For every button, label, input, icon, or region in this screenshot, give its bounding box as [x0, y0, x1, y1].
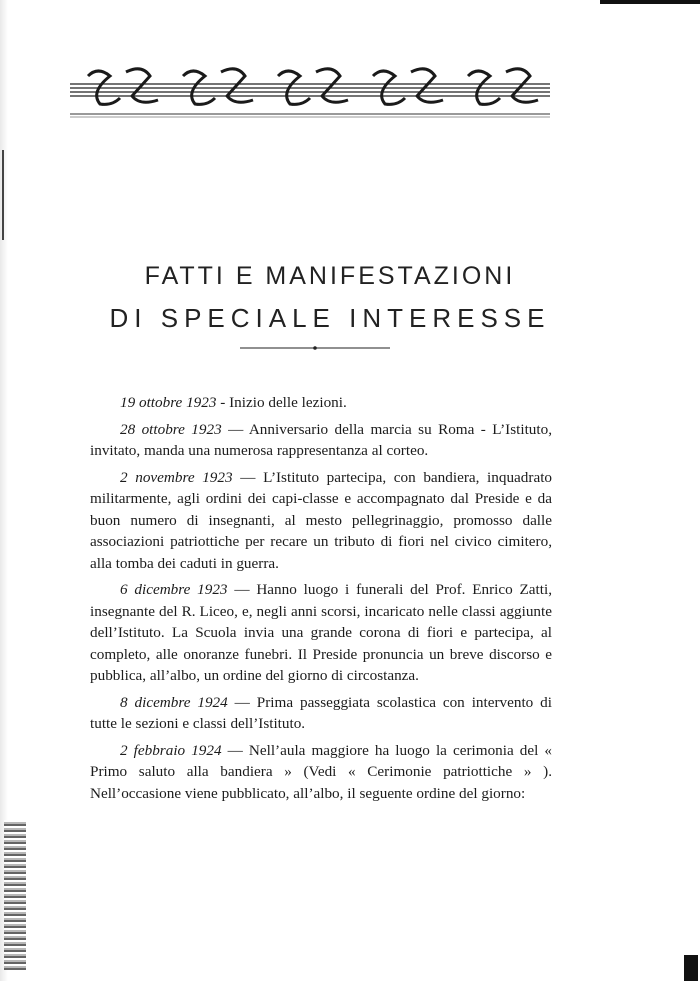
entry-text: Prima passeggiata scolastica con intervento di tutte le sezioni e classi dell’Istituto. — [90, 693, 552, 732]
entry-separator: — — [232, 468, 264, 486]
entry-date: 28 ottobre 1923 — [120, 420, 222, 438]
entry-text: Inizio delle lezioni. — [229, 394, 347, 411]
scan-edge-mark — [684, 955, 698, 981]
scan-edge-mark — [2, 150, 4, 240]
list-item — [90, 392, 552, 414]
entry-text: Nell’aula maggiore ha luogo la cerimonia del « Primo saluto alla bandiera » (Vedi « Cerimonie patriottiche » ). Nell’occasione viene pubblicato, all’albo, il seguente ordine del giorno: — [90, 741, 552, 802]
entry-date: 2 novembre 1923 — [120, 468, 233, 486]
list-item — [90, 579, 552, 687]
entry-separator: - — [216, 394, 230, 411]
list-item — [90, 692, 552, 735]
entry-text: Anniversario della marcia su Roma - L’Istituto, invitato, manda una numerosa rappresentanza al corteo. — [90, 420, 552, 459]
entry-date: 8 dicembre 1924 — [120, 693, 228, 711]
page-title-line-1: FATTI E MANIFESTAZIONI — [144, 262, 516, 290]
entry-separator: — — [227, 581, 257, 598]
entry-date: 19 ottobre 1923 — [120, 394, 217, 411]
entry-separator: — — [221, 420, 249, 438]
entry-separator: — — [227, 693, 257, 711]
scan-edge-mark — [4, 820, 26, 970]
decorative-header-ornament — [70, 62, 550, 122]
title-divider-rule — [240, 344, 390, 352]
entry-date: 6 dicembre 1923 — [120, 581, 228, 598]
page-title-line-2: DI SPECIALE INTERESSE — [109, 303, 551, 333]
entries-list — [90, 392, 552, 809]
list-item — [90, 740, 552, 805]
entry-text: L’Istituto partecipa, con bandiera, inquadrato militarmente, agli ordini dei capi-classe e accompagnato dal Preside e da buon numero di insegnanti, al mesto pellegrinaggio, promosso dalle associazioni patriottiche per recare un tributo di fiori nel civico cimitero, alla tomba dei caduti in guerra. — [90, 468, 553, 572]
entry-separator: — — [221, 741, 249, 759]
entry-text: Hanno luogo i funerali del Prof. Enrico Zatti, insegnante del R. Liceo, e, negli anni scorsi, incaricato nelle classi aggiunte dell’Istituto. La Scuola invia una grande corona di fiori e partecipa, al completo, alle onoranze funebri. Il Preside pronuncia un breve discorso e pubblica, all’albo, un ordine del giorno di circostanza. — [90, 581, 552, 684]
entry-date: 2 febbraio 1924 — [120, 741, 222, 759]
list-item — [90, 467, 552, 575]
list-item — [90, 419, 552, 462]
scan-edge-mark — [600, 0, 700, 4]
